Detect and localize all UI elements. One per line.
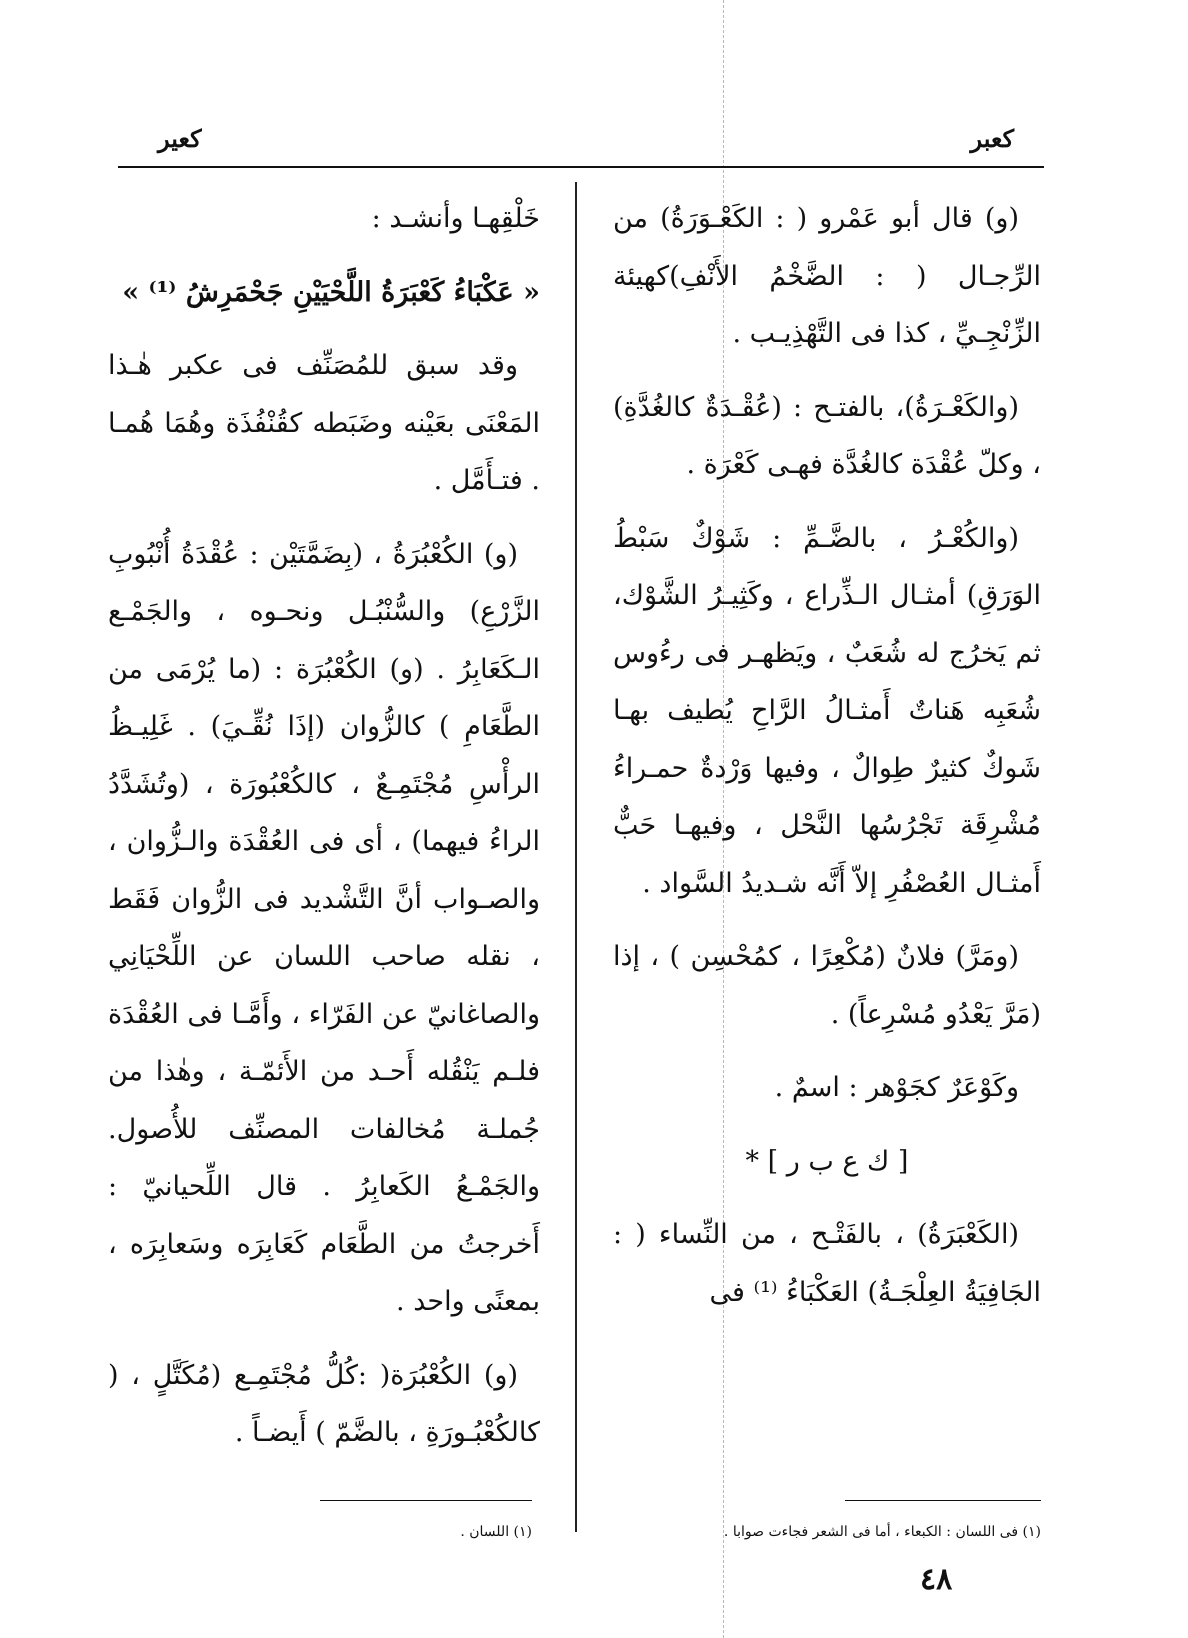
entry-kubura-meaning-paragraph: (و) الكُعْبُرَة( :كُلُّ مُجْتَمِـع (مُكَتَّلٍ ، ( كالكُعْبُـورَةِ ، بالضَّمّ ) أَيضـاً . xyxy=(108,1359,540,1448)
running-headword-left: كعير xyxy=(158,124,202,153)
entry-kawara-paragraph: (و) قال أبو عَمْرو ( : الكَعْـوَرَةُ) من الرِّجـال ( : الضَّخْمُ الأَنْفِ)كهيئة الزِّنْجِـيِّ ، كذا فى التَّهْذِيـب . xyxy=(613,203,1041,349)
continuation-paragraph: خَلْقِهـا وأنشـد : xyxy=(371,203,540,234)
page-number: ٤٨ xyxy=(920,1562,953,1597)
footnote-left: (١) اللسان . xyxy=(460,1524,532,1540)
root-heading-kabr: [ ك ع ب ر ] * xyxy=(745,1145,909,1177)
commentary-paragraph: وقد سبق للمُصَنِّف فى عكبر هٰـذا المَعْنَى بعَيْنه وضَبَطه كقُنْفُذَة وهُمَا هُمـا . فتـأَمَّل . xyxy=(108,350,540,496)
footnote-rule-left xyxy=(320,1500,532,1501)
left-text-column xyxy=(108,190,540,1478)
entry-kawar-paragraph: وكَوْعَرٌ كجَوْهر : اسمٌ . xyxy=(774,1072,1019,1103)
footnote-rule-right xyxy=(845,1500,1041,1501)
entry-kaara-paragraph: (والكَعْـرَةُ)، بالفتـح : (عُقْـدَةٌ كالغُدَّةِ) ، وكلّ عُقْدَة كالغُدَّة فهـى كَعْرَة . xyxy=(613,391,1041,480)
entry-kabara-paragraph: (الكَعْبَرَةُ) ، بالفَتْـح ، من النِّساء ( : الجَافِيَةُ العِلْجَـةُ) العَكْبَاءُ ⁽¹⁾ فى xyxy=(613,1219,1041,1308)
footnote-right: (١) فى اللسان : الكبعاء ، أما فى الشعر فجاءت صوابا . xyxy=(723,1524,1041,1540)
right-text-column xyxy=(613,190,1041,1337)
entry-kubura-paragraph: (و) الكُعْبُرَةُ ، (بِضَمَّتَيْن : عُقْدَةُ أُنْبُوبِ الزَّرْعِ) والسُّنْبُـل ونحـوه ، والجَمْـع الـكَعَابِرُ . (و) الكُعْبُرَة : (ما يُرْمَى من الطَّعَامِ ) كالزُّوان (إذَا نُقِّـيَ) . غَلِيـظُ الرأْسِ مُجْتَمِـعٌ ، كالكُعْبُورَة ، (وتُشَدَّدُ الراءُ فيهما) ، أى فى العُقْدَة والـزُّوان ، والصـواب أنَّ التَّشْديد فى الزُّوان فَقَط ، نقله صاحب اللسان عن اللِّحْيَانِي والصاغانيّ عن الفَرّاء ، وأَمَّـا فى العُقْدَة فلـم يَنْقُله أَحـد من الأَئمّـة ، وهٰذا من جُملـة مُخالفات المصنِّف للأُصول. والجَمْـعُ الكَعابِرُ . قال اللِّحيانيّ : أَخرجتُ من الطَّعَام كَعَابِرَه وسَعابِرَه ، بمعنًى واحد . xyxy=(108,538,540,1317)
poetry-verse: « عَكْبَاءُ كَعْبَرَةُ اللَّحْيَيْنِ جَحْمَرِشُ ⁽¹⁾ » xyxy=(122,276,540,308)
entry-kur-paragraph: (والكُعْـرُ ، بالضَّـمِّ : شَوْكٌ سَبْطُ الوَرَقِ) أمثـال الـذِّراع ، وكَثِيـرُ الشَّوْك، ثم يَخرُج له شُعَبٌ ، ويَظهـر فى رءُوس شُعَبِه هَناتٌ أَمثـالُ الرَّاحِ يُطيف بهـا شَوكٌ كثيرٌ طِوالٌ ، وفيها وَرْدةٌ حمـراءُ مُشْرِقَة تَجْرُسُها النَّحْل ، وفيهـا حَبٌّ أَمثـال العُصْفُرِ إلاّ أَنَّه شـديدُ السَّواد . xyxy=(613,522,1041,899)
header-rule xyxy=(118,166,1044,168)
entry-mukir-paragraph: (ومَرَّ) فلانٌ (مُكْعِرًا ، كمُحْسِن ) ، إذا (مَرَّ يَعْدُو مُسْرِعاً) . xyxy=(613,941,1041,1030)
column-divider xyxy=(575,182,577,1532)
page-header xyxy=(118,118,1044,164)
running-headword-right: كعبر xyxy=(970,124,1014,153)
